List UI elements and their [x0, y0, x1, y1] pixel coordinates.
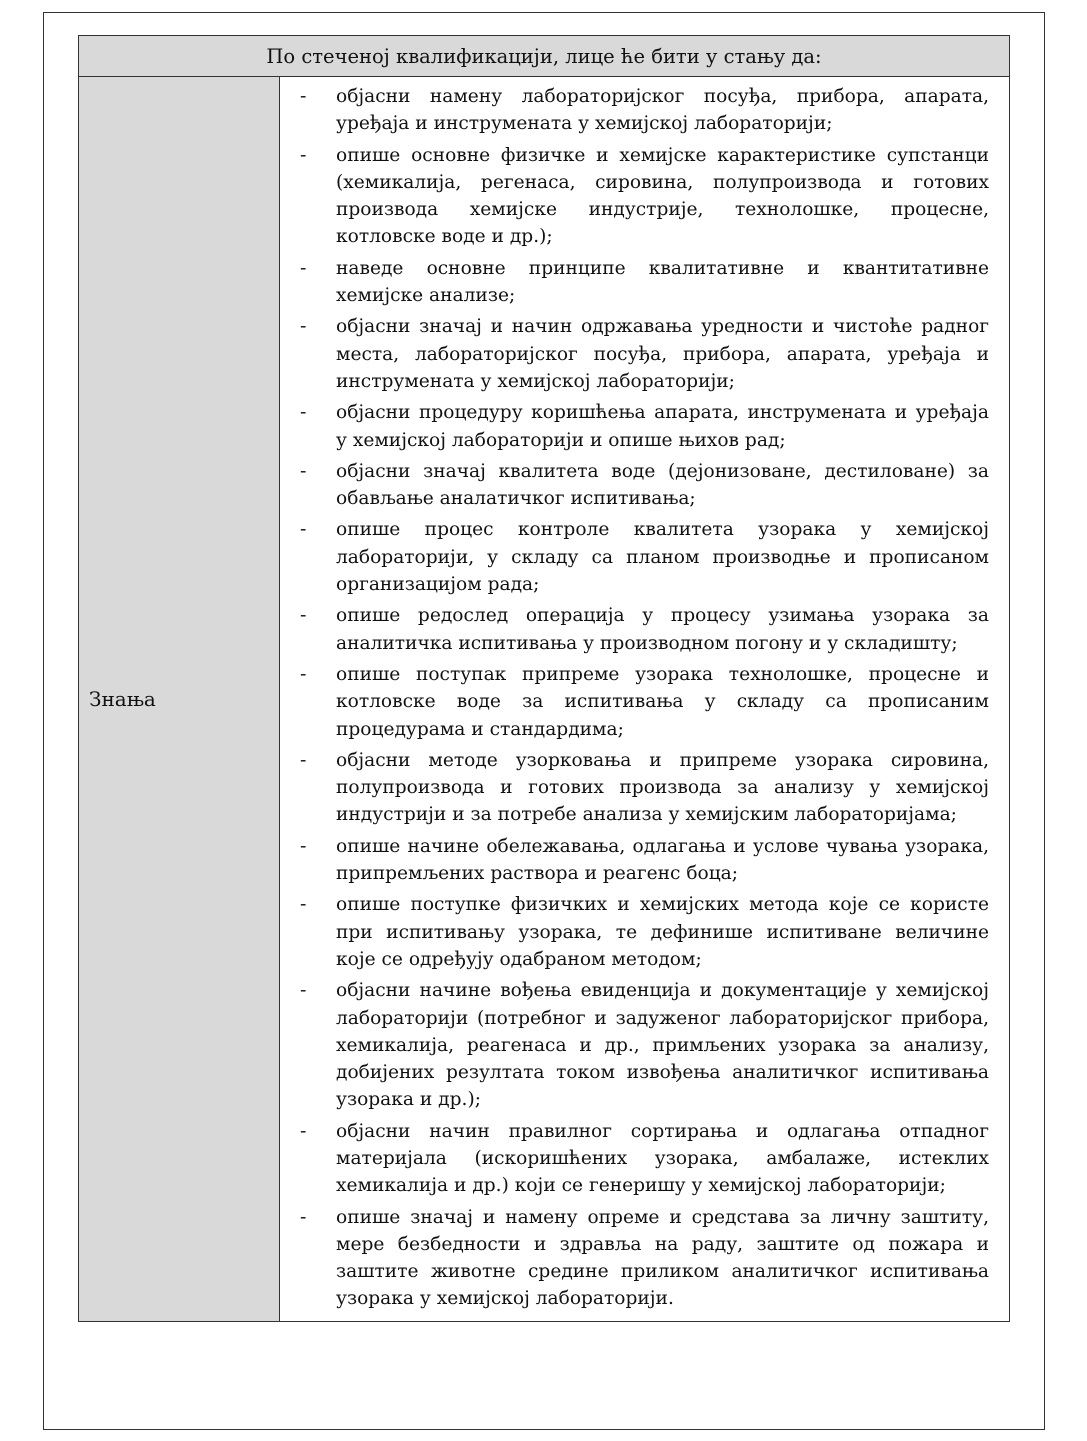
list-item-text: објасни начине вођења евиденција и документације у хемијској лабораторији (потребног и задуженог лабораторијског прибора, хемикалија, реагенаса и др., примљених узорака за анализу, добијених резултата током извођења аналитичког испитивања узорака и др.); — [336, 980, 989, 1111]
list-item-text: опише поступке физичких и хемијских метода које се користе при испитивању узорака, те дефинише испитиване величине које се одређују одабраном методом; — [336, 894, 989, 970]
list-item-text: објасни намену лабораторијског посуђа, прибора, апарата, уређаја и инструмената у хемијској лабораторији; — [336, 86, 989, 135]
list-item-text: објасни значај и начин одржавања уредности и чистоће радног места, лабораторијског посуђа, прибора, апарата, уређаја и инструмената у хемијској лабораторији; — [336, 316, 989, 392]
bullet-dash: - — [300, 459, 307, 482]
list-item — [280, 399, 989, 454]
list-item — [280, 458, 989, 513]
list-item-text: опише редослед операција у процесу узимања узорака за аналитичка испитивања у производном погону и у складишту; — [336, 605, 989, 654]
table-header: По стеченој квалификацији, лице ће бити у стању да: — [79, 36, 1010, 77]
bullet-dash: - — [300, 256, 307, 279]
list-item-text: објасни значај квалитета воде (дејонизоване, дестиловане) за обављање аналатичког испитивања; — [336, 460, 989, 510]
list-item-text: објасни процедуру коришћења апарата, инструмената и уређаја у хемијској лабораторији и опише њихов рад; — [336, 402, 989, 451]
list-item-text: објасни начин правилног сортирања и одлагања отпадног материјала (искоришћених узорака, амбалаже, истеклих хемикалија и др.) који се генеришу у хемијској лабораторији; — [336, 1120, 989, 1197]
list-item — [280, 1118, 989, 1200]
bullet-dash: - — [300, 1119, 307, 1142]
bullet-dash: - — [300, 893, 307, 916]
list-item-text: објасни методе узорковања и припреме узорака сировина, полупроизвода и готових производа за анализу у хемијској индустрији и за потребе анализа у хемијским лабораторијама; — [336, 749, 989, 826]
list-item — [280, 1204, 989, 1313]
bullet-dash: - — [300, 1205, 307, 1228]
knowledge-list — [280, 83, 989, 1313]
list-item — [280, 891, 989, 973]
list-item — [280, 313, 989, 395]
list-item-text: опише начине обележавања, одлагања и услове чувања узорака, припремљених раствора и реагенс боца; — [336, 835, 989, 885]
bullet-dash: - — [300, 401, 307, 424]
bullet-dash: - — [300, 748, 307, 771]
bullet-dash: - — [300, 834, 307, 857]
list-item — [280, 516, 989, 598]
list-item-text: опише поступак припреме узорака технолошке, процесне и котловске воде за испитивања у складу са прописаним процедурама и стандардима; — [336, 663, 989, 740]
bullet-dash: - — [300, 604, 307, 627]
list-item — [280, 833, 989, 888]
list-item — [280, 83, 989, 138]
list-item — [280, 661, 989, 743]
list-item — [280, 747, 989, 829]
qualification-table — [78, 35, 1010, 1322]
list-item — [280, 977, 989, 1113]
bullet-dash: - — [300, 143, 307, 166]
list-item — [280, 255, 989, 310]
table-row — [79, 77, 1010, 1322]
list-item-text: опише основне физичке и хемијске карактеристике супстанци (хемикалија, регенаса, сировина, полупроизвода и готових производа хемијске индустрије, технолошке, процесне, котловске воде и др.); — [336, 144, 989, 248]
bullet-dash: - — [300, 979, 307, 1002]
list-item-text: наведе основне принципе квалитативне и квантитативне хемијске анализе; — [336, 257, 989, 307]
list-item-text: опише процес контроле квалитета узорака у хемијској лабораторији, у складу са планом производње и прописаном организацијом рада; — [336, 519, 989, 596]
bullet-dash: - — [300, 518, 307, 541]
list-item — [280, 602, 989, 657]
row-label: Знања — [79, 77, 280, 1322]
bullet-dash: - — [300, 315, 307, 338]
knowledge-list-cell — [280, 77, 1010, 1322]
list-item-text: опише значај и намену опреме и средстава за личну заштиту, мере безбедности и здравља на раду, заштите од пожара и заштите животне средине приликом аналитичког испитивања узорака у хемијској лабораторији. — [336, 1206, 989, 1310]
table-header-row — [79, 36, 1010, 77]
bullet-dash: - — [300, 662, 307, 685]
bullet-dash: - — [300, 85, 307, 107]
list-item — [280, 142, 989, 251]
